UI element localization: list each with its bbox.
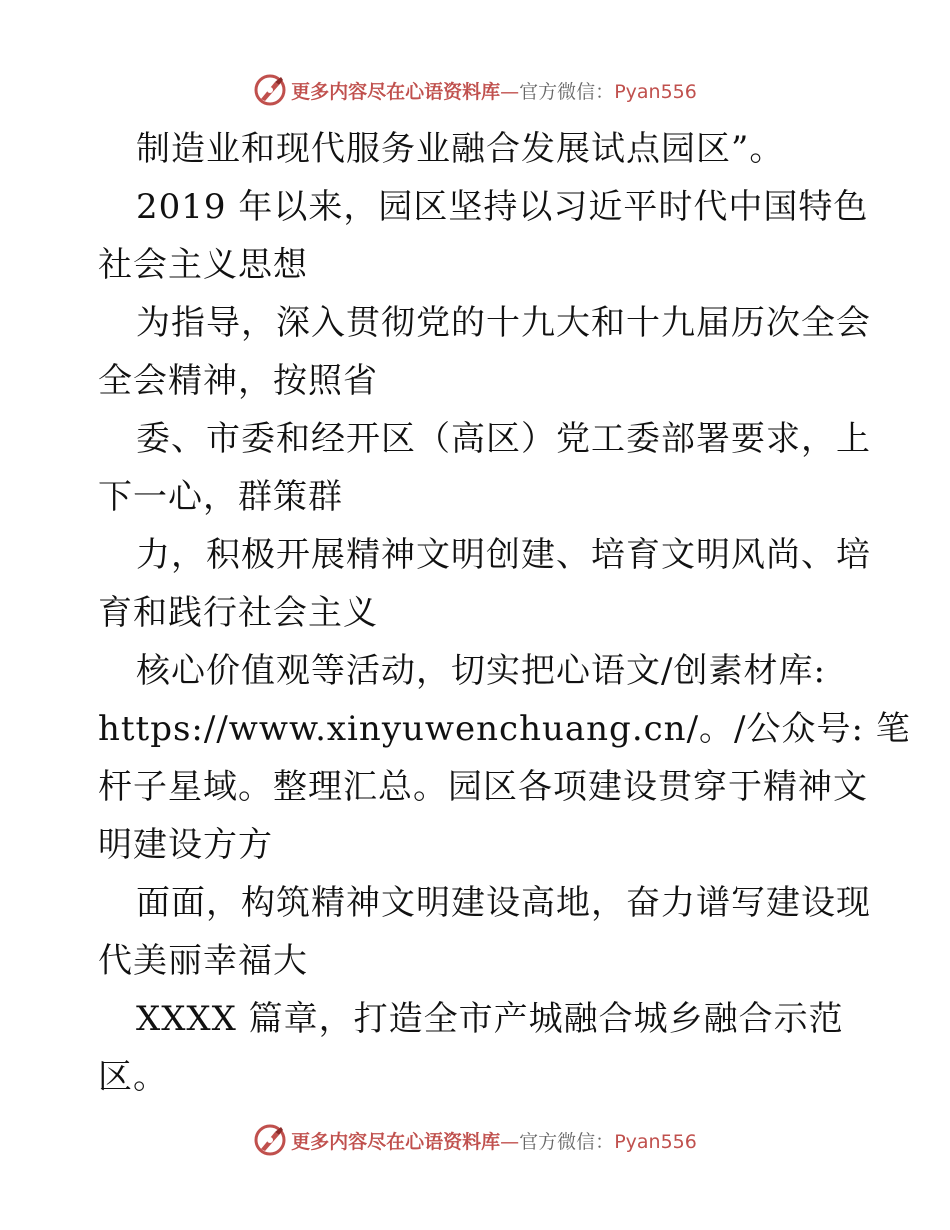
body-line: 力，积极开展精神文明创建、培育文明风尚、培 [136, 535, 871, 575]
body-line: XXXX 篇章，打造全市产城融合城乡融合示范 [136, 999, 844, 1039]
footer-wechat-label: 官方微信： [519, 1130, 615, 1153]
body-line: 面面，构筑精神文明建设高地，奋力谱写建设现 [136, 883, 871, 923]
body-line: 委、市委和经开区（高区）党工委部署要求，上 [136, 419, 871, 459]
footer-wechat-id: Pyan556 [614, 1130, 697, 1153]
footer-dash: — [500, 1130, 520, 1153]
header-dash: — [500, 80, 520, 103]
footer-banner [0, 1120, 950, 1160]
header-main-text: 更多内容尽在心语资料库 [291, 80, 501, 103]
header-wechat-label: 官方微信： [519, 80, 615, 103]
body-line: 育和践行社会主义 [98, 593, 378, 633]
document-body [98, 120, 911, 1106]
body-line: 明建设方方 [98, 825, 273, 865]
header-banner [0, 70, 950, 110]
body-line: 2019 年以来，园区坚持以习近平时代中国特色 [136, 187, 869, 227]
footer-main-text: 更多内容尽在心语资料库 [291, 1130, 501, 1153]
body-line: 制造业和现代服务业融合发展试点园区”。 [136, 129, 785, 169]
body-line: 全会精神，按照省 [98, 361, 378, 401]
body-line: 杆子星域。整理汇总。园区各项建设贯穿于精神文 [98, 767, 868, 807]
body-line: 区。 [98, 1057, 168, 1097]
body-line: https://www.xinyuwenchuang.cn/。/公众号: 笔 [98, 709, 911, 749]
body-line: 代美丽幸福大 [98, 941, 308, 981]
header-wechat-id: Pyan556 [614, 80, 697, 103]
body-line: 为指导，深入贯彻党的十九大和十九届历次全会 [136, 303, 871, 343]
body-line: 下一心，群策群 [98, 477, 343, 517]
quill-pen-logo-icon [253, 1123, 287, 1157]
body-line: 核心价值观等活动，切实把心语文/创素材库: [136, 651, 826, 691]
quill-pen-logo-icon [253, 73, 287, 107]
body-line: 社会主义思想 [98, 245, 308, 285]
